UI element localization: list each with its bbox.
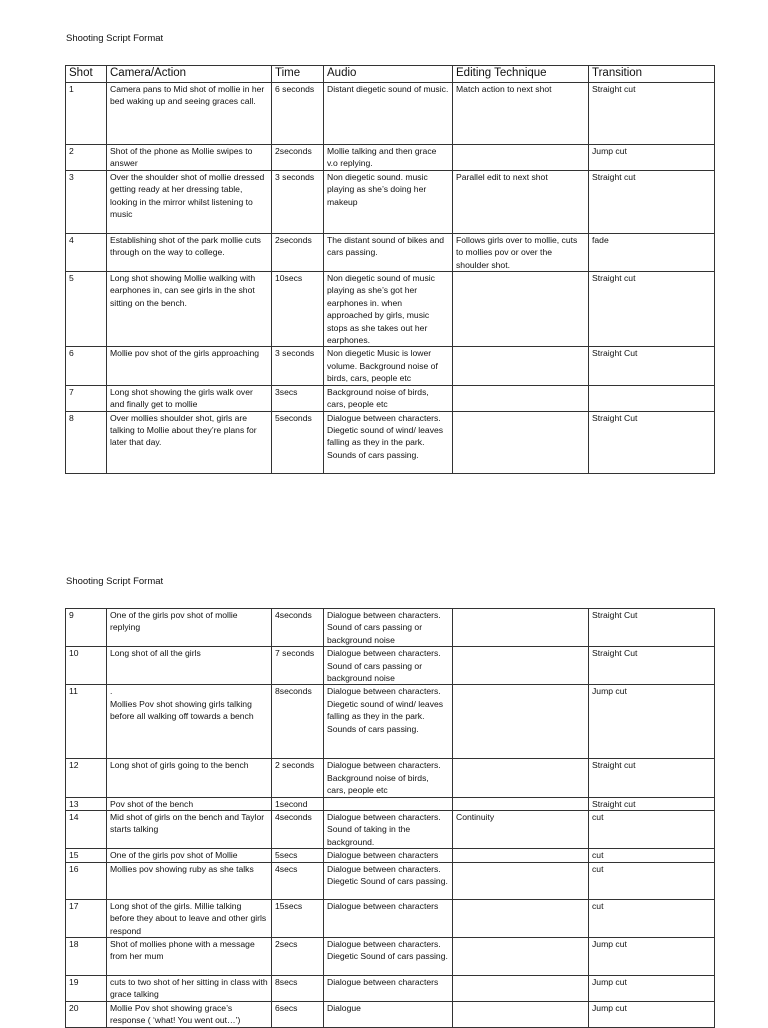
table-row bbox=[66, 609, 715, 647]
shot-number-cell: 6 bbox=[66, 347, 107, 385]
time-cell: 15secs bbox=[272, 899, 324, 937]
shot-number-cell: 12 bbox=[66, 759, 107, 797]
time-cell: 8secs bbox=[272, 975, 324, 1001]
editing-technique-cell bbox=[453, 759, 589, 797]
table-row bbox=[66, 385, 715, 411]
shot-number-cell: 3 bbox=[66, 170, 107, 233]
table-row bbox=[66, 272, 715, 347]
table-row bbox=[66, 1001, 715, 1027]
transition-cell: Straight Cut bbox=[589, 609, 715, 647]
camera-action-cell: Pov shot of the bench bbox=[107, 797, 272, 810]
audio-cell: Dialogue between characters bbox=[324, 849, 453, 862]
shot-number-cell: 13 bbox=[66, 797, 107, 810]
time-cell: 2seconds bbox=[272, 145, 324, 171]
editing-technique-cell bbox=[453, 385, 589, 411]
table-row bbox=[66, 811, 715, 849]
table-row bbox=[66, 937, 715, 975]
audio-cell: Dialogue bbox=[324, 1001, 453, 1027]
camera-action-cell: Shot of the phone as Mollie swipes to answer bbox=[107, 145, 272, 171]
transition-cell: Jump cut bbox=[589, 937, 715, 975]
shot-number-cell: 10 bbox=[66, 647, 107, 685]
transition-cell: Straight Cut bbox=[589, 347, 715, 385]
shot-number-cell: 16 bbox=[66, 862, 107, 899]
time-cell: 5seconds bbox=[272, 411, 324, 473]
editing-technique-cell bbox=[453, 145, 589, 171]
shot-number-cell: 20 bbox=[66, 1001, 107, 1027]
transition-cell: cut bbox=[589, 899, 715, 937]
transition-cell: Jump cut bbox=[589, 145, 715, 171]
transition-cell: Straight Cut bbox=[589, 647, 715, 685]
shot-number-cell: 19 bbox=[66, 975, 107, 1001]
table-row bbox=[66, 233, 715, 271]
editing-technique-cell bbox=[453, 609, 589, 647]
time-cell: 7 seconds bbox=[272, 647, 324, 685]
audio-cell: Dialogue between characters. Diegetic Sound of cars passing. bbox=[324, 937, 453, 975]
camera-action-cell: Mid shot of girls on the bench and Taylor starts talking bbox=[107, 811, 272, 849]
camera-action-cell: Over mollies shoulder shot, girls are talking to Mollie about they’re plans for later that day. bbox=[107, 411, 272, 473]
camera-action-cell: Long shot of the girls. Millie talking before they about to leave and other girls respond bbox=[107, 899, 272, 937]
shot-number-cell: 4 bbox=[66, 233, 107, 271]
audio-cell: Dialogue between characters. Diegetic Sound of cars passing. bbox=[324, 862, 453, 899]
camera-action-cell: Long shot of girls going to the bench bbox=[107, 759, 272, 797]
shot-number-cell: 2 bbox=[66, 145, 107, 171]
time-cell: 8seconds bbox=[272, 685, 324, 759]
transition-cell: Straight cut bbox=[589, 272, 715, 347]
editing-technique-cell bbox=[453, 272, 589, 347]
time-cell: 3 seconds bbox=[272, 347, 324, 385]
shooting-script-table bbox=[65, 608, 715, 1028]
table-row bbox=[66, 647, 715, 685]
shot-number-cell: 7 bbox=[66, 385, 107, 411]
audio-cell: Dialogue between characters. Sound of taking in the background. bbox=[324, 811, 453, 849]
transition-cell: Straight cut bbox=[589, 170, 715, 233]
editing-technique-cell: Follows girls over to mollie, cuts to mollies pov or over the shoulder shot. bbox=[453, 233, 589, 271]
shot-number-cell: 14 bbox=[66, 811, 107, 849]
camera-action-cell: One of the girls pov shot of Mollie bbox=[107, 849, 272, 862]
table-row bbox=[66, 411, 715, 473]
shot-number-cell: 1 bbox=[66, 83, 107, 145]
shot-number-cell: 18 bbox=[66, 937, 107, 975]
shot-number-cell: 5 bbox=[66, 272, 107, 347]
transition-cell: Straight cut bbox=[589, 797, 715, 810]
time-cell: 2seconds bbox=[272, 233, 324, 271]
time-cell: 4secs bbox=[272, 862, 324, 899]
audio-cell: Non diegetic Music is lower volume. Background noise of birds, cars, people etc bbox=[324, 347, 453, 385]
audio-cell: Dialogue between characters. Diegetic sound of wind/ leaves falling as they in the park. Sounds of cars passing. bbox=[324, 685, 453, 759]
audio-cell: Distant diegetic sound of music. bbox=[324, 83, 453, 145]
shot-number-cell: 17 bbox=[66, 899, 107, 937]
audio-cell: Dialogue between characters. Background noise of birds, cars, people etc bbox=[324, 759, 453, 797]
time-cell: 3secs bbox=[272, 385, 324, 411]
header-shot: Shot bbox=[66, 66, 107, 83]
audio-cell: Mollie talking and then grace v.o replying. bbox=[324, 145, 453, 171]
transition-cell: cut bbox=[589, 862, 715, 899]
camera-action-cell: Mollies pov showing ruby as she talks bbox=[107, 862, 272, 899]
table-row bbox=[66, 347, 715, 385]
editing-technique-cell bbox=[453, 937, 589, 975]
time-cell: 6 seconds bbox=[272, 83, 324, 145]
audio-cell: Dialogue between characters. Sound of cars passing or background noise bbox=[324, 647, 453, 685]
table-row bbox=[66, 83, 715, 145]
editing-technique-cell bbox=[453, 1001, 589, 1027]
page-title: Shooting Script Format bbox=[66, 33, 164, 44]
transition-cell: Jump cut bbox=[589, 975, 715, 1001]
header-transition: Transition bbox=[589, 66, 715, 83]
editing-technique-cell bbox=[453, 849, 589, 862]
audio-cell: Dialogue between characters bbox=[324, 975, 453, 1001]
audio-cell: The distant sound of bikes and cars passing. bbox=[324, 233, 453, 271]
header-camera-action: Camera/Action bbox=[107, 66, 272, 83]
shot-number-cell: 9 bbox=[66, 609, 107, 647]
audio-cell: Dialogue between characters. Sound of cars passing or background noise bbox=[324, 609, 453, 647]
table-row bbox=[66, 899, 715, 937]
transition-cell: Straight Cut bbox=[589, 411, 715, 473]
editing-technique-cell bbox=[453, 647, 589, 685]
table-row bbox=[66, 975, 715, 1001]
camera-action-cell: Long shot showing Mollie walking with earphones in, can see girls in the shot sitting on the bench. bbox=[107, 272, 272, 347]
camera-action-cell: Long shot of all the girls bbox=[107, 647, 272, 685]
camera-action-cell: Mollie pov shot of the girls approaching bbox=[107, 347, 272, 385]
table-row bbox=[66, 170, 715, 233]
editing-technique-cell: Parallel edit to next shot bbox=[453, 170, 589, 233]
transition-cell: Straight cut bbox=[589, 83, 715, 145]
time-cell: 2secs bbox=[272, 937, 324, 975]
editing-technique-cell bbox=[453, 411, 589, 473]
transition-cell: Straight cut bbox=[589, 759, 715, 797]
audio-cell: Non diegetic sound of music playing as she’s got her earphones in. when approached by girls, music stops as she takes out her earphones. bbox=[324, 272, 453, 347]
table-row bbox=[66, 685, 715, 759]
header-editing-technique: Editing Technique bbox=[453, 66, 589, 83]
transition-cell: cut bbox=[589, 811, 715, 849]
time-cell: 10secs bbox=[272, 272, 324, 347]
time-cell: 4seconds bbox=[272, 609, 324, 647]
transition-cell: Jump cut bbox=[589, 1001, 715, 1027]
camera-action-cell: Establishing shot of the park mollie cuts through on the way to college. bbox=[107, 233, 272, 271]
audio-cell: Dialogue between characters. Diegetic sound of wind/ leaves falling as they in the park. Sounds of cars passing. bbox=[324, 411, 453, 473]
transition-cell bbox=[589, 385, 715, 411]
camera-action-cell: Shot of mollies phone with a message from her mum bbox=[107, 937, 272, 975]
header-time: Time bbox=[272, 66, 324, 83]
editing-technique-cell bbox=[453, 347, 589, 385]
editing-technique-cell bbox=[453, 862, 589, 899]
shooting-script-table bbox=[65, 65, 715, 474]
camera-action-cell: Camera pans to Mid shot of mollie in her bed waking up and seeing graces call. bbox=[107, 83, 272, 145]
time-cell: 5secs bbox=[272, 849, 324, 862]
header-audio: Audio bbox=[324, 66, 453, 83]
camera-action-cell: One of the girls pov shot of mollie replying bbox=[107, 609, 272, 647]
audio-cell: Non diegetic sound. music playing as she’s doing her makeup bbox=[324, 170, 453, 233]
time-cell: 2 seconds bbox=[272, 759, 324, 797]
shot-number-cell: 15 bbox=[66, 849, 107, 862]
editing-technique-cell bbox=[453, 797, 589, 810]
table-row bbox=[66, 797, 715, 810]
table-row bbox=[66, 759, 715, 797]
shot-number-cell: 8 bbox=[66, 411, 107, 473]
time-cell: 1second bbox=[272, 797, 324, 810]
audio-cell bbox=[324, 797, 453, 810]
editing-technique-cell bbox=[453, 975, 589, 1001]
time-cell: 3 seconds bbox=[272, 170, 324, 233]
camera-action-cell: Over the shoulder shot of mollie dressed getting ready at her dressing table, looking in the mirror whilst listening to music bbox=[107, 170, 272, 233]
table-row bbox=[66, 862, 715, 899]
table-row bbox=[66, 849, 715, 862]
time-cell: 4seconds bbox=[272, 811, 324, 849]
transition-cell: fade bbox=[589, 233, 715, 271]
transition-cell: cut bbox=[589, 849, 715, 862]
time-cell: 6secs bbox=[272, 1001, 324, 1027]
camera-action-cell: Long shot showing the girls walk over and finally get to mollie bbox=[107, 385, 272, 411]
transition-cell: Jump cut bbox=[589, 685, 715, 759]
table-row bbox=[66, 145, 715, 171]
editing-technique-cell: Match action to next shot bbox=[453, 83, 589, 145]
table-header-row bbox=[66, 66, 715, 83]
shot-number-cell: 11 bbox=[66, 685, 107, 759]
camera-action-cell: Mollie Pov shot showing grace’s response ( ‘what! You went out…’) bbox=[107, 1001, 272, 1027]
page-title: Shooting Script Format bbox=[66, 576, 164, 587]
editing-technique-cell bbox=[453, 899, 589, 937]
audio-cell: Background noise of birds, cars, people etc bbox=[324, 385, 453, 411]
editing-technique-cell bbox=[453, 685, 589, 759]
editing-technique-cell: Continuity bbox=[453, 811, 589, 849]
audio-cell: Dialogue between characters bbox=[324, 899, 453, 937]
camera-action-cell: . Mollies Pov shot showing girls talking before all walking off towards a bench bbox=[107, 685, 272, 759]
camera-action-cell: cuts to two shot of her sitting in class with grace talking bbox=[107, 975, 272, 1001]
